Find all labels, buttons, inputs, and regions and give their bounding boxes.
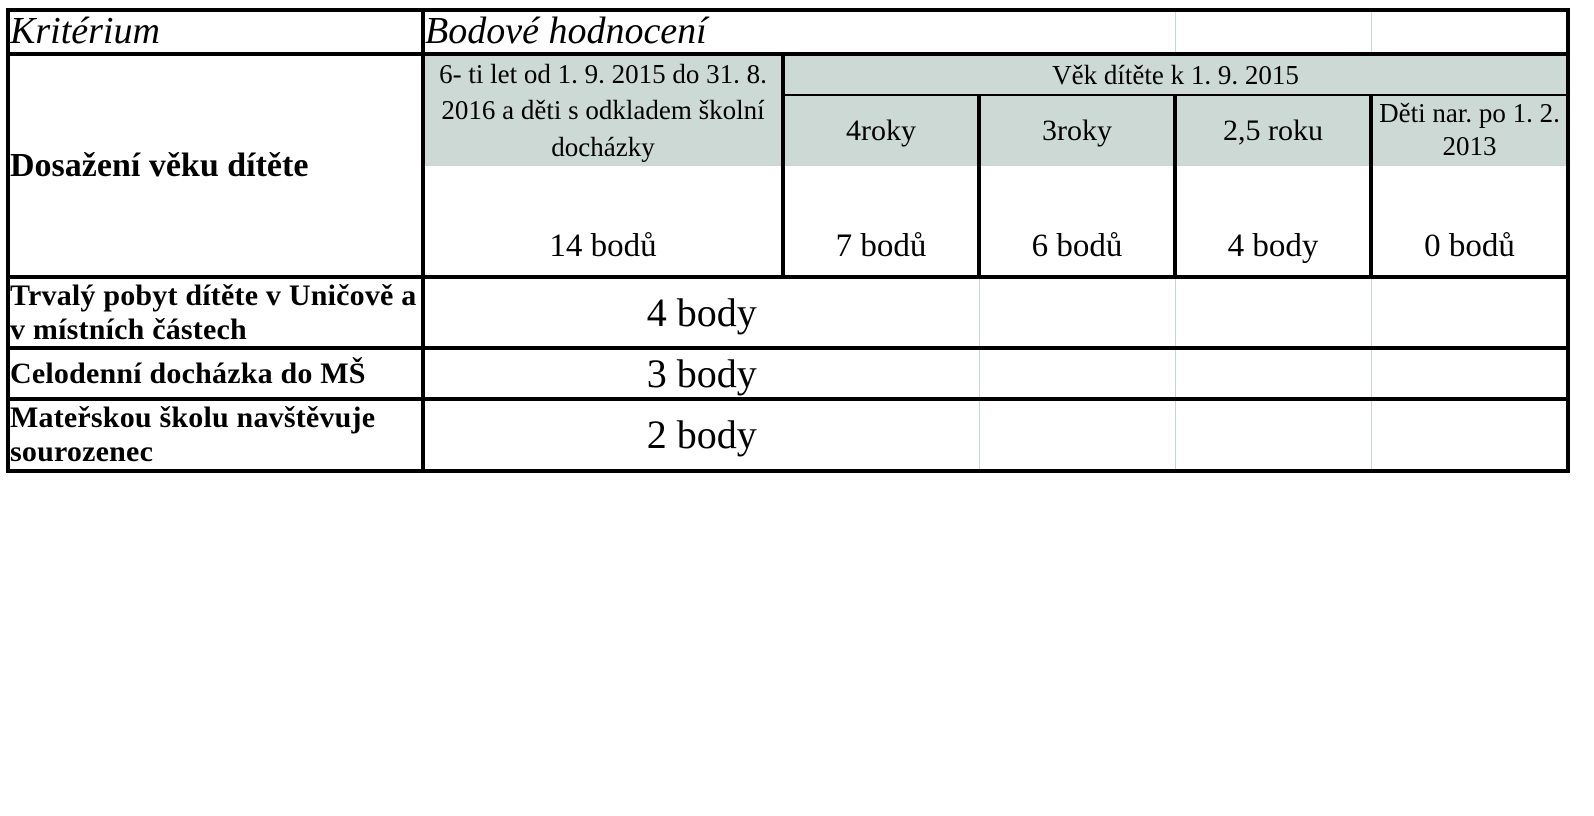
residence-spacer-3 bbox=[1371, 277, 1568, 348]
age-points-born-after: 0 bodů bbox=[1424, 228, 1515, 265]
age-points-2-5-cell bbox=[1175, 166, 1371, 278]
document-page bbox=[0, 8, 1594, 816]
sibling-spacer-2 bbox=[1175, 399, 1371, 470]
residence-spacer-2 bbox=[1175, 277, 1371, 348]
criterion-sibling-points: 2 body bbox=[423, 399, 979, 470]
criterion-fullday-label: Celodenní docházka do MŠ bbox=[8, 348, 423, 399]
fullday-spacer-3 bbox=[1371, 348, 1568, 399]
age-points-3-cell bbox=[979, 166, 1175, 278]
fullday-spacer-1 bbox=[979, 348, 1175, 399]
fullday-spacer-2 bbox=[1175, 348, 1371, 399]
age-col-2-5: 2,5 roku bbox=[1175, 95, 1371, 166]
sibling-spacer-1 bbox=[979, 399, 1175, 470]
age-points-born-after-cell bbox=[1371, 166, 1568, 278]
residence-spacer-1 bbox=[979, 277, 1175, 348]
age-points-3: 6 bodů bbox=[1031, 228, 1123, 265]
header-spacer-1 bbox=[1175, 10, 1371, 54]
table-row bbox=[8, 348, 1568, 399]
age-points-4: 7 bodů bbox=[835, 228, 927, 265]
criterion-sibling-label: Mateřskou školu navštěvuje sourozenec bbox=[8, 399, 423, 470]
age-col-3: 3roky bbox=[979, 95, 1175, 166]
header-spacer-2 bbox=[1371, 10, 1568, 54]
criterion-residence-label: Trvalý pobyt dítěte v Uničově a v místních částech bbox=[8, 277, 423, 348]
criterion-residence-points: 4 body bbox=[423, 277, 979, 348]
age-points-six-years-cell bbox=[423, 166, 783, 278]
criterion-fullday-points: 3 body bbox=[423, 348, 979, 399]
header-scoring: Bodové hodnocení bbox=[423, 10, 1175, 54]
header-criterion: Kritérium bbox=[8, 10, 423, 54]
sibling-spacer-3 bbox=[1371, 399, 1568, 470]
age-col-born-after: Děti nar. po 1. 2. 2013 bbox=[1371, 95, 1568, 166]
age-header-row bbox=[8, 54, 1568, 95]
age-col-six-years: 6- ti let od 1. 9. 2015 do 31. 8. 2016 a děti s odkladem školní docházky bbox=[423, 54, 783, 166]
table-row bbox=[8, 399, 1568, 470]
age-points-4-cell bbox=[783, 166, 979, 278]
criteria-table bbox=[6, 8, 1570, 473]
age-group-header: Věk dítěte k 1. 9. 2015 bbox=[783, 54, 1568, 95]
age-points-six-years: 14 bodů bbox=[549, 228, 657, 265]
criterion-age-label: Dosažení věku dítěte bbox=[8, 54, 423, 277]
table-row bbox=[8, 277, 1568, 348]
age-col-4: 4roky bbox=[783, 95, 979, 166]
table-header-row bbox=[8, 10, 1568, 54]
age-points-2-5: 4 body bbox=[1227, 228, 1319, 265]
